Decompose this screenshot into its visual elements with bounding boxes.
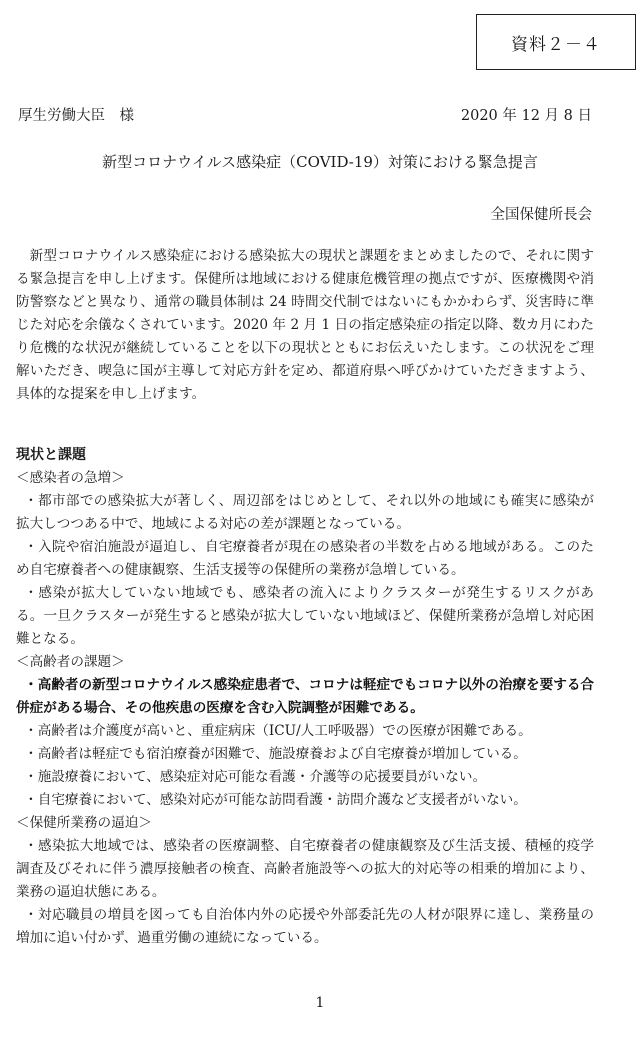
document-title: 新型コロナウイルス感染症（COVID-19）対策における緊急提言 bbox=[102, 153, 538, 171]
list-item: ・対応職員の増員を図っても自治体内外の応援や外部委託先の人材が限界に達し、業務量の増加に追い付かず、過重労働の連続になっている。 bbox=[16, 907, 594, 946]
list-item: ・自宅療養において、感染対応が可能な訪問看護・訪問介護など支援者がいない。 bbox=[24, 792, 527, 808]
intro-paragraph: 新型コロナウイルス感染症における感染拡大の現状と課題をまとめましたので、それに関する緊急提言を申し上げます。保健所は地域における健康危機管理の拠点ですが、医療機関や消防警察などと異なり、通常の職員体制は 24 時間交代制ではないにもかかわらず、災害時に準じた対応を余儀なくされています。2020 年 2 月 1 日の指定感染症の指定以降、数カ月にわたり危機的な状況が継続していることを以下の現状とともにお伝えいたします。この状況をご理解いただき、喫急に国が主導して対応方針を定め、都道府県へ呼びかけていただきますよう、具体的な提案を申し上げます。 bbox=[16, 248, 594, 402]
current-status-section bbox=[16, 444, 594, 950]
subsection-elderly bbox=[16, 651, 594, 812]
subsection-infections bbox=[16, 467, 594, 651]
list-item: ・入院や宿泊施設が逼迫し、自宅療養者が現在の感染者の半数を占める地域がある。このため自宅療養者への健康観察、生活支援等の保健所の業務が急増している。 bbox=[16, 539, 594, 578]
addressee: 厚生労働大臣 様 bbox=[18, 108, 134, 124]
document-date: 2020 年 12 月 8 日 bbox=[460, 108, 592, 124]
list-item: ・施設療養において、感染症対応可能な看護・介護等の応援要員がいない。 bbox=[24, 769, 487, 785]
section-heading: 現状と課題 bbox=[16, 447, 86, 463]
page-number: 1 bbox=[315, 995, 325, 1011]
list-item: ・高齢者は軽症でも宿泊療養が困難で、施設療養および自宅療養が増加している。 bbox=[24, 746, 527, 762]
list-item: ・感染拡大地域では、感染者の医療調整、自宅療養者の健康観察及び生活支援、積極的疫学調査及びそれに伴う濃厚接触者の検査、高齢者施設等への拡大的対応等の相乗的増加により、業務の逼迫状態にある。 bbox=[16, 838, 594, 900]
subsection-health-center bbox=[16, 812, 594, 950]
list-item: ・高齢者は介護度が高いと、重症病床（ICU/人工呼吸器）での医療が困難である。 bbox=[24, 723, 532, 739]
list-item: ・感染が拡大していない地域でも、感染者の流入によりクラスターが発生するリスクがある。一旦クラスターが発生すると感染が拡大していない地域ほど、保健所業務が急増し対応困難となる。 bbox=[16, 585, 594, 647]
organization-name: 全国保健所長会 bbox=[490, 207, 592, 223]
list-item-emphasis: ・高齢者の新型コロナウイルス感染症患者で、コロナは軽症でもコロナ以外の治療を要する合併症がある場合、その他疾患の医療を含む入院調整が困難である。 bbox=[16, 677, 595, 716]
subsection-title: ＜保健所業務の逼迫＞ bbox=[16, 815, 152, 831]
document-label: 資料２－４ bbox=[476, 14, 636, 70]
subsection-title: ＜高齢者の課題＞ bbox=[16, 654, 125, 670]
subsection-title: ＜感染者の急増＞ bbox=[16, 470, 125, 486]
list-item: ・都市部での感染拡大が著しく、周辺部をはじめとして、それ以外の地域にも確実に感染が拡大しつつある中で、地域による対応の差が課題となっている。 bbox=[16, 493, 594, 532]
